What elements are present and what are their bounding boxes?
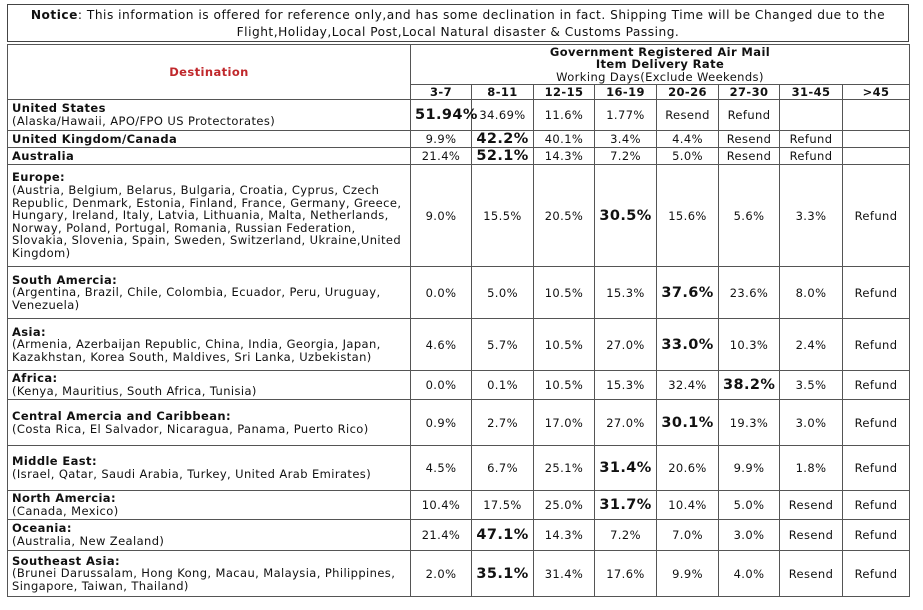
highlighted-rate-cell: 30.5%: [595, 165, 657, 267]
rate-cell: 4.0%: [719, 551, 780, 597]
notice-text: : This information is offered for reference only,and has some declination in fact. Shipping Time will be Changed due to the Flight,Holiday,Local Post,Local Natural disaster & Customs Passing.: [77, 8, 886, 39]
destination-title: Southeast Asia:: [12, 553, 121, 568]
table-row: [8, 446, 910, 491]
rate-cell: 20.6%: [657, 446, 719, 491]
rate-cell: 27.0%: [595, 400, 657, 446]
column-header: 16-19: [595, 85, 657, 100]
rate-cell: 17.5%: [472, 491, 534, 520]
rate-cell: 9.9%: [719, 446, 780, 491]
rate-cell: Resend: [780, 551, 843, 597]
destination-countries: (Kenya, Mauritius, South Africa, Tunisia): [12, 384, 257, 398]
rate-cell: 9.0%: [411, 165, 472, 267]
rate-cell: 5.0%: [719, 491, 780, 520]
rate-cell: 5.7%: [472, 319, 534, 371]
destination-cell: [8, 491, 411, 520]
rate-cell: 0.0%: [411, 371, 472, 400]
column-header: 31-45: [780, 85, 843, 100]
rate-cell: 14.3%: [534, 520, 595, 551]
destination-cell: [8, 520, 411, 551]
destination-title: Asia:: [12, 324, 47, 339]
rate-cell: [843, 148, 910, 165]
highlighted-rate-cell: 35.1%: [472, 551, 534, 597]
table-row: [8, 267, 910, 319]
rate-cell: Resend: [657, 100, 719, 131]
rate-cell: 7.0%: [657, 520, 719, 551]
header-line-1: Government Registered Air Mail: [549, 44, 771, 59]
destination-title: United States: [12, 101, 106, 116]
rate-cell: 21.4%: [411, 520, 472, 551]
rate-cell: 0.0%: [411, 267, 472, 319]
destination-title: Middle East:: [12, 454, 97, 469]
table-row: [8, 131, 910, 148]
destination-countries: (Argentina, Brazil, Chile, Colombia, Ecuador, Peru, Uruguay, Venezuela): [12, 285, 381, 312]
rate-cell: Resend: [719, 148, 780, 165]
rate-cell: Refund: [843, 400, 910, 446]
rate-cell: 10.4%: [411, 491, 472, 520]
highlighted-rate-cell: 42.2%: [472, 131, 534, 148]
rate-cell: Refund: [780, 131, 843, 148]
rate-cell: 15.5%: [472, 165, 534, 267]
destination-cell: [8, 165, 411, 267]
destination-cell: [8, 267, 411, 319]
destination-title: United Kingdom/Canada: [12, 131, 178, 146]
rate-cell: 15.6%: [657, 165, 719, 267]
rate-cell: 23.6%: [719, 267, 780, 319]
rate-cell: 7.2%: [595, 148, 657, 165]
destination-cell: [8, 131, 411, 148]
highlighted-rate-cell: 33.0%: [657, 319, 719, 371]
rate-cell: Refund: [843, 491, 910, 520]
rate-cell: 3.0%: [780, 400, 843, 446]
rate-cell: Refund: [843, 520, 910, 551]
rate-cell: 4.5%: [411, 446, 472, 491]
rate-cell: 14.3%: [534, 148, 595, 165]
rate-cell: 9.9%: [657, 551, 719, 597]
table-row: [8, 520, 910, 551]
rate-cell: 2.0%: [411, 551, 472, 597]
destination-title: North Amercia:: [12, 491, 116, 506]
rate-cell: 20.5%: [534, 165, 595, 267]
rate-cell: Refund: [843, 446, 910, 491]
rate-cell: 1.77%: [595, 100, 657, 131]
highlighted-rate-cell: 47.1%: [472, 520, 534, 551]
table-row: [8, 551, 910, 597]
rate-cell: 40.1%: [534, 131, 595, 148]
destination-countries: (Canada, Mexico): [12, 504, 119, 518]
delivery-rate-table: [7, 44, 910, 597]
rate-cell: 34.69%: [472, 100, 534, 131]
column-header: 8-11: [472, 85, 534, 100]
destination-title: Australia: [12, 148, 75, 163]
rate-cell: 3.0%: [719, 520, 780, 551]
rate-cell: 7.2%: [595, 520, 657, 551]
rate-cell: Refund: [843, 267, 910, 319]
rate-cell: 4.4%: [657, 131, 719, 148]
rate-cell: 0.1%: [472, 371, 534, 400]
destination-cell: [8, 371, 411, 400]
rate-cell: [843, 100, 910, 131]
rate-cell: Refund: [780, 148, 843, 165]
rate-cell: 1.8%: [780, 446, 843, 491]
rate-cell: 4.6%: [411, 319, 472, 371]
rate-cell: 3.3%: [780, 165, 843, 267]
rate-cell: Refund: [843, 551, 910, 597]
rate-cell: Resend: [780, 520, 843, 551]
table-row: [8, 371, 910, 400]
air-mail-header: [411, 45, 910, 85]
table-row: [8, 148, 910, 165]
table-row: [8, 100, 910, 131]
rate-cell: 5.6%: [719, 165, 780, 267]
highlighted-rate-cell: 51.94%: [411, 100, 472, 131]
rate-cell: Refund: [843, 319, 910, 371]
rate-cell: 10.3%: [719, 319, 780, 371]
destination-countries: (Armenia, Azerbaijan Republic, China, India, Georgia, Japan, Kazakhstan, Korea South, Maldives, Sri Lanka, Uzbekistan): [12, 337, 381, 364]
rate-cell: 15.3%: [595, 371, 657, 400]
destination-cell: [8, 319, 411, 371]
destination-cell: [8, 148, 411, 165]
rate-cell: Refund: [843, 371, 910, 400]
destination-countries: (Costa Rica, El Salvador, Nicaragua, Panama, Puerto Rico): [12, 421, 369, 436]
rate-cell: 2.4%: [780, 319, 843, 371]
destination-countries: (Austria, Belgium, Belarus, Bulgaria, Croatia, Cyprus, Czech Republic, Denmark, Estonia, Finland, France, Germany, Greece, Hungary, Ireland, Italy, Latvia, Lithuania, Malta, Netherlands, Norway, Poland, Portugal, Romania, Russian Federation, Slovakia, Slovenia, Spain, Sweden, Switzerland, Ukraine,United Kingdom): [12, 183, 402, 260]
rate-cell: 32.4%: [657, 371, 719, 400]
column-header: 12-15: [534, 85, 595, 100]
destination-countries: (Australia, New Zealand): [12, 534, 165, 548]
destination-title: South Amercia:: [12, 272, 118, 287]
rate-cell: 27.0%: [595, 319, 657, 371]
rate-cell: 17.6%: [595, 551, 657, 597]
highlighted-rate-cell: 30.1%: [657, 400, 719, 446]
destination-cell: [8, 446, 411, 491]
rate-cell: 5.0%: [657, 148, 719, 165]
rate-cell: Refund: [719, 100, 780, 131]
column-header: 27-30: [719, 85, 780, 100]
rate-cell: Resend: [719, 131, 780, 148]
highlighted-rate-cell: 52.1%: [472, 148, 534, 165]
rate-cell: 6.7%: [472, 446, 534, 491]
highlighted-rate-cell: 37.6%: [657, 267, 719, 319]
highlighted-rate-cell: 38.2%: [719, 371, 780, 400]
rate-cell: 31.4%: [534, 551, 595, 597]
rate-cell: 17.0%: [534, 400, 595, 446]
rate-cell: [843, 131, 910, 148]
column-header: 3-7: [411, 85, 472, 100]
table-row: [8, 491, 910, 520]
rate-cell: 11.6%: [534, 100, 595, 131]
table-row: [8, 165, 910, 267]
rate-cell: 10.5%: [534, 319, 595, 371]
destination-countries: (Alaska/Hawaii, APO/FPO US Protectorates): [12, 114, 276, 128]
destination-countries: (Israel, Qatar, Saudi Arabia, Turkey, United Arab Emirates): [12, 467, 372, 481]
table-row: [8, 400, 910, 446]
header-line-3: Working Days(Exclude Weekends): [556, 69, 764, 84]
destination-header: Destination: [8, 45, 411, 100]
rate-cell: 15.3%: [595, 267, 657, 319]
rate-cell: 10.5%: [534, 267, 595, 319]
column-header: >45: [843, 85, 910, 100]
destination-cell: [8, 100, 411, 131]
column-header: 20-26: [657, 85, 719, 100]
destination-title: Oceania:: [12, 521, 72, 536]
destination-cell: [8, 400, 411, 446]
rate-cell: 21.4%: [411, 148, 472, 165]
rate-cell: 10.4%: [657, 491, 719, 520]
destination-cell: [8, 551, 411, 597]
rate-cell: Refund: [843, 165, 910, 267]
rate-cell: 25.1%: [534, 446, 595, 491]
destination-title: Central Amercia and Caribbean:: [12, 408, 231, 423]
rate-cell: [780, 100, 843, 131]
destination-title: Africa:: [12, 371, 58, 386]
rate-cell: 2.7%: [472, 400, 534, 446]
rate-cell: 0.9%: [411, 400, 472, 446]
rate-cell: 25.0%: [534, 491, 595, 520]
highlighted-rate-cell: 31.7%: [595, 491, 657, 520]
rate-cell: 5.0%: [472, 267, 534, 319]
rate-cell: 10.5%: [534, 371, 595, 400]
header-line-2: Item Delivery Rate: [595, 57, 725, 72]
destination-countries: (Brunei Darussalam, Hong Kong, Macau, Malaysia, Philippines, Singapore, Taiwan, Thailand): [12, 566, 396, 593]
rate-cell: 19.3%: [719, 400, 780, 446]
rate-cell: 8.0%: [780, 267, 843, 319]
rate-cell: Resend: [780, 491, 843, 520]
rate-cell: 3.4%: [595, 131, 657, 148]
notice-label: Notice: [30, 8, 78, 22]
highlighted-rate-cell: 31.4%: [595, 446, 657, 491]
destination-title: Europe:: [12, 170, 66, 185]
rate-cell: 3.5%: [780, 371, 843, 400]
notice-banner: [7, 4, 909, 42]
table-row: [8, 319, 910, 371]
rate-cell: 9.9%: [411, 131, 472, 148]
